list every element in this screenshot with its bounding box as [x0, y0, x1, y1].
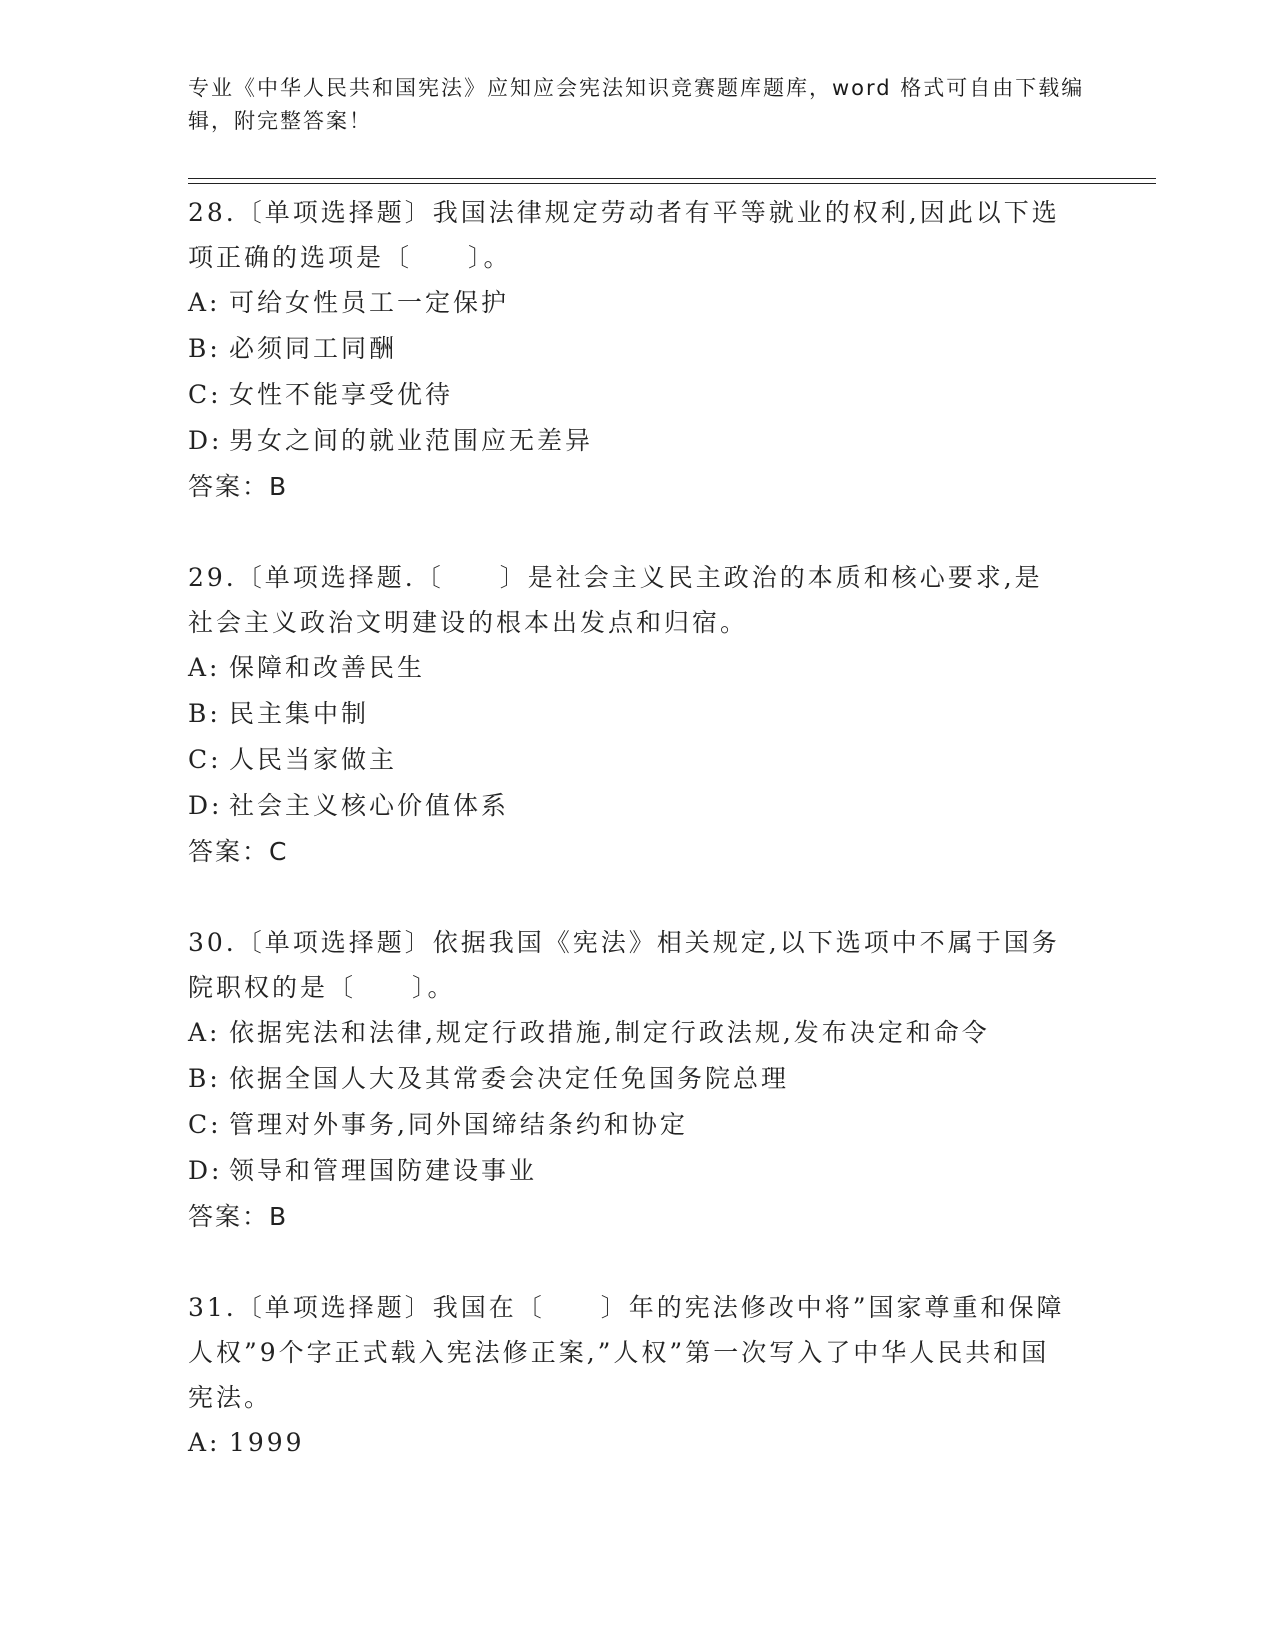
option-text: 依据全国人大及其常委会决定任免国务院总理: [228, 1064, 789, 1093]
option-letter: B:: [188, 334, 221, 363]
option-text: 领导和管理国防建设事业: [228, 1156, 537, 1185]
option-text: 社会主义核心价值体系: [228, 791, 509, 820]
option-letter: A:: [188, 1428, 221, 1457]
option-c: [188, 372, 1068, 418]
option-letter: D:: [188, 1156, 223, 1185]
question-list: [188, 190, 1068, 1466]
option-a: [188, 280, 1068, 326]
option-d: [188, 418, 1068, 464]
question-30: [188, 920, 1068, 1240]
option-text: 管理对外事务,同外国缔结条约和协定: [228, 1110, 688, 1139]
document-header: 专业《中华人民共和国宪法》应知应会宪法知识竞赛题库题库，word 格式可自由下载编辑，附完整答案！: [188, 76, 1085, 133]
option-text: 民主集中制: [228, 699, 369, 728]
option-a: [188, 1010, 1068, 1056]
option-text: 必须同工同酬: [228, 334, 397, 363]
option-text: 男女之间的就业范围应无差异: [228, 426, 593, 455]
option-d: [188, 783, 1068, 829]
option-letter: C:: [188, 380, 222, 409]
option-text: 依据宪法和法律,规定行政措施,制定行政法规,发布决定和命令: [228, 1018, 990, 1047]
option-letter: C:: [188, 1110, 222, 1139]
question-28: [188, 190, 1068, 510]
question-29: [188, 555, 1068, 875]
answer-label: 答案：B: [188, 1202, 289, 1231]
option-a: [188, 645, 1068, 691]
option-b: [188, 326, 1068, 372]
option-text: 保障和改善民生: [228, 653, 425, 682]
option-text: 人民当家做主: [228, 745, 397, 774]
option-text: 1999: [228, 1428, 305, 1457]
option-c: [188, 1102, 1068, 1148]
question-stem: 31.〔单项选择题〕我国在〔 〕年的宪法修改中将”国家尊重和保障人权”9个字正式载入宪法修正案,”人权”第一次写入了中华人民共和国宪法。: [188, 1293, 1065, 1412]
answer-label: 答案：C: [188, 837, 289, 866]
answer-label: 答案：B: [188, 472, 289, 501]
question-stem: 30.〔单项选择题〕依据我国《宪法》相关规定,以下选项中不属于国务院职权的是〔 〕。: [188, 928, 1060, 1002]
option-a: [188, 1420, 1068, 1466]
option-letter: D:: [188, 791, 223, 820]
question-stem: 29.〔单项选择题.〔 〕是社会主义民主政治的本质和核心要求,是社会主义政治文明建设的根本出发点和归宿。: [188, 563, 1043, 637]
option-letter: D:: [188, 426, 223, 455]
option-letter: A:: [188, 1018, 221, 1047]
question-stem: 28.〔单项选择题〕我国法律规定劳动者有平等就业的权利,因此以下选项正确的选项是〔 〕。: [188, 198, 1060, 272]
option-c: [188, 737, 1068, 783]
option-letter: A:: [188, 653, 221, 682]
option-b: [188, 1056, 1068, 1102]
header-divider-bottom: [188, 183, 1156, 184]
option-letter: B:: [188, 699, 221, 728]
option-letter: B:: [188, 1064, 221, 1093]
option-letter: A:: [188, 288, 221, 317]
option-b: [188, 691, 1068, 737]
option-text: 女性不能享受优待: [228, 380, 453, 409]
question-31: [188, 1285, 1068, 1466]
header-divider-top: [188, 178, 1156, 179]
option-text: 可给女性员工一定保护: [228, 288, 509, 317]
option-letter: C:: [188, 745, 222, 774]
option-d: [188, 1148, 1068, 1194]
